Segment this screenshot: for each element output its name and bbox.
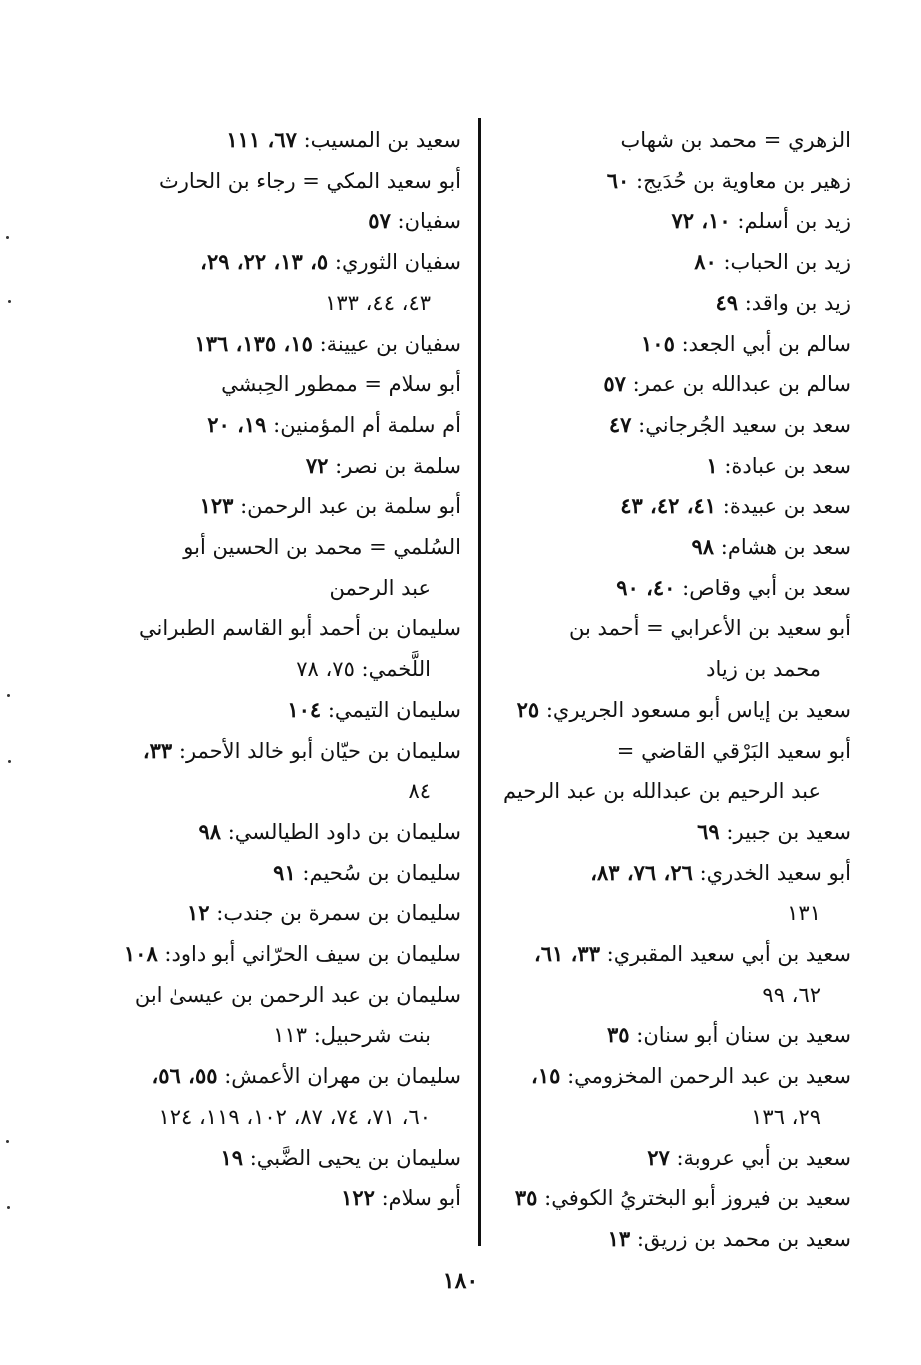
index-entry: [101, 120, 461, 161]
entry-pages: ٨٠: [694, 249, 717, 275]
entry-name: أبو سلمة بن عبد الرحمن:: [240, 494, 461, 519]
entry-name: أبو سعيد الخدري:: [699, 860, 851, 885]
entry-name: أبو سلام = ممطور الحِبشي: [221, 372, 461, 397]
entry-pages: ٦٠: [606, 167, 630, 193]
entry-pages: ١٥،: [531, 1063, 561, 1089]
entry-name: سليمان بن يحيى الضَّبي:: [249, 1145, 461, 1170]
index-entry: [491, 812, 851, 853]
index-entry: [491, 1015, 851, 1056]
entry-name: سليمان بن حيّان أبو خالد الأحمر:: [178, 738, 461, 763]
scan-speck: [7, 1206, 10, 1209]
entry-pages: ١٩، ٢٠: [207, 411, 267, 437]
entry-name: الزهري = محمد بن شهاب: [620, 128, 851, 152]
entry-name: سعيد بن أبي سعيد المقبري:: [606, 942, 851, 967]
index-entry: [101, 731, 461, 812]
entry-name: سليمان بن أحمد أبو القاسم الطبراني: [139, 616, 461, 641]
index-entry: [491, 934, 851, 1015]
index-entry: [101, 405, 461, 446]
index-entry: [101, 1178, 461, 1219]
entry-name: سفيان الثوري:: [334, 250, 461, 275]
index-entry: [101, 324, 461, 365]
entry-pages: ٣٥: [607, 1022, 630, 1048]
entry-continuation: محمد بن زياد: [706, 657, 821, 682]
index-entry: [101, 1056, 461, 1137]
entry-pages: ١٣: [607, 1225, 631, 1251]
index-entry: [491, 120, 851, 161]
index-column-right: [491, 120, 851, 1260]
entry-continuation: ٦٢، ٩٩: [762, 982, 821, 1007]
entry-pages: ٣٥: [514, 1185, 538, 1211]
index-entry: [491, 486, 851, 527]
index-entry: [101, 364, 461, 405]
page-number: ١٨٠: [442, 1268, 479, 1294]
entry-pages: ١٢٢: [341, 1185, 375, 1211]
index-entry: [101, 812, 461, 853]
index-entry: [101, 527, 461, 608]
index-entry: [491, 201, 851, 242]
index-entry: [491, 446, 851, 487]
entry-name: السُلمي = محمد بن الحسين أبو: [183, 535, 461, 560]
entry-pages: ٥٥، ٥٦،: [151, 1063, 218, 1089]
index-entry: [491, 1056, 851, 1137]
entry-pages: ٢٦، ٧٦، ٨٣،: [590, 859, 693, 885]
entry-name: أبو سعيد البَرْقي القاضي =: [616, 738, 851, 763]
index-entry: [491, 608, 851, 689]
entry-name: سليمان بن سمرة بن جندب:: [216, 901, 461, 926]
index-entry: [491, 853, 851, 934]
entry-name: سليمان التيمي:: [327, 697, 461, 722]
entry-name: سلمة بن نصر:: [335, 453, 461, 478]
entry-pages: ١٠٨: [123, 941, 158, 967]
entry-name: أبو سعيد بن الأعرابي = أحمد بن: [568, 616, 851, 641]
entry-pages: ٦٧، ١١١: [226, 127, 297, 152]
entry-continuation: اللَّخمي: ٧٥، ٧٨: [296, 657, 431, 682]
index-entry: [491, 1219, 851, 1260]
entry-name: سالم بن أبي الجعد:: [681, 331, 851, 356]
entry-name: سعيد بن سنان أبو سنان:: [636, 1023, 851, 1048]
entry-name: زيد بن أسلم:: [737, 209, 851, 234]
entry-pages: ٩٨: [198, 818, 222, 844]
entry-pages: ٣٣، ٦١،: [533, 941, 600, 967]
entry-name: سالم بن عبدالله بن عمر:: [632, 372, 851, 397]
entry-name: سليمان بن داود الطيالسي:: [227, 819, 461, 844]
entry-name: سعيد بن أبي عروبة:: [676, 1145, 851, 1170]
entry-name: سعيد بن جبير:: [726, 819, 851, 844]
scan-speck: [6, 236, 9, 239]
entry-continuation: ١٣١: [787, 901, 821, 926]
scan-speck: [8, 300, 11, 303]
entry-pages: ٤٩: [715, 289, 738, 315]
index-entry: [491, 364, 851, 405]
index-entry: [491, 283, 851, 324]
index-entry: [101, 608, 461, 689]
entry-pages: ٥، ١٣، ٢٢، ٢٩،: [200, 249, 329, 275]
entry-continuation: ٢٩، ١٣٦: [751, 1104, 821, 1129]
entry-name: سعد بن عبيدة:: [722, 494, 851, 519]
entry-name: أم سلمة أم المؤمنين:: [273, 412, 461, 437]
entry-pages: ١٠٤: [287, 696, 322, 722]
index-entry: [101, 690, 461, 731]
entry-pages: ٤١، ٤٢، ٤٣: [620, 493, 717, 519]
entry-pages: ٥٧: [368, 208, 391, 234]
entry-name: سعد بن سعيد الجُرجاني:: [638, 412, 851, 437]
entry-name: أبو سعيد المكي = رجاء بن الحارث: [158, 168, 461, 193]
index-entry: [101, 893, 461, 934]
entry-pages: ٩١: [273, 859, 296, 885]
entry-name: سليمان بن سيف الحرّاني أبو داود:: [164, 942, 461, 967]
scan-speck: [6, 1140, 9, 1143]
entry-pages: ٤٧: [608, 411, 632, 437]
entry-pages: ١٠، ٧٢: [671, 208, 731, 234]
index-entry: [491, 161, 851, 202]
entry-name: سعد بن عبادة:: [724, 453, 851, 478]
entry-name: زهير بن معاوية بن حُدَيج:: [635, 168, 851, 193]
entry-name: سعيد بن إياس أبو مسعود الجريري:: [545, 697, 851, 722]
index-entry: [491, 405, 851, 446]
index-entry: [491, 690, 851, 731]
entry-pages: ١٠٥: [641, 330, 675, 356]
entry-pages: ١٥، ١٣٥، ١٣٦: [194, 330, 313, 356]
entry-pages: ٢٥: [516, 696, 540, 722]
entry-name: سعيد بن عبد الرحمن المخزومي:: [567, 1064, 851, 1089]
entry-continuation: عبد الرحيم بن عبدالله بن عبد الرحيم: [502, 779, 821, 804]
entry-continuation: عبد الرحمن: [329, 575, 431, 600]
column-divider: [478, 118, 481, 1246]
index-entry: [491, 731, 851, 812]
entry-pages: ٣٣،: [142, 737, 173, 763]
entry-pages: ٥٧: [603, 371, 626, 397]
entry-name: زيد بن الحباب:: [723, 250, 851, 275]
entry-name: سليمان بن عبد الرحمن بن عيسىٰ ابن: [134, 982, 461, 1007]
entry-name: سعيد بن محمد بن زريق:: [636, 1226, 851, 1251]
index-column-left: [101, 120, 461, 1219]
entry-pages: ١٢٣: [199, 493, 234, 519]
entry-pages: ٩٨: [691, 534, 715, 560]
index-entry: [491, 1178, 851, 1219]
entry-continuation: بنت شرحبيل: ١١٣: [273, 1023, 431, 1048]
index-entry: [101, 975, 461, 1056]
index-entry: [101, 853, 461, 894]
entry-pages: ١: [706, 452, 718, 478]
index-entry: [101, 201, 461, 242]
entry-name: أبو سلام:: [381, 1186, 461, 1211]
index-entry: [101, 934, 461, 975]
entry-name: سفيان:: [397, 209, 461, 234]
entry-name: سعد بن هشام:: [720, 535, 851, 560]
index-entry: [491, 324, 851, 365]
index-entry: [491, 568, 851, 609]
entry-name: زيد بن واقد:: [744, 290, 851, 315]
scan-speck: [8, 760, 11, 763]
entry-pages: ١٢: [187, 900, 210, 926]
entry-pages: ٧٢: [305, 452, 329, 478]
index-entry: [101, 446, 461, 487]
entry-name: سفيان بن عيينة:: [319, 331, 461, 356]
entry-pages: ١٩: [220, 1144, 243, 1170]
index-entry: [491, 527, 851, 568]
index-entry: [101, 242, 461, 323]
entry-continuation: ٤٣، ٤٤، ١٣٣: [325, 290, 431, 315]
scan-speck: [7, 694, 10, 697]
entry-pages: ٤٠، ٩٠: [616, 574, 676, 600]
entry-name: سليمان بن سُحيم:: [302, 860, 461, 885]
index-entry: [101, 486, 461, 527]
entry-continuation: ٦٠، ٧١، ٧٤، ٨٧، ١٠٢، ١١٩، ١٢٤: [158, 1104, 431, 1129]
entry-continuation: ٨٤: [408, 779, 431, 804]
entry-pages: ٢٧: [647, 1144, 670, 1170]
index-entry: [101, 1138, 461, 1179]
index-entry: [101, 161, 461, 202]
entry-name: سعيد بن فيروز أبو البختريُ الكوفي:: [544, 1186, 851, 1211]
entry-name: سعد بن أبي وقاص:: [682, 575, 851, 600]
entry-name: سعيد بن المسيب:: [303, 128, 461, 152]
index-entry: [491, 1138, 851, 1179]
index-entry: [491, 242, 851, 283]
entry-name: سليمان بن مهران الأعمش:: [224, 1064, 461, 1089]
entry-pages: ٦٩: [697, 818, 720, 844]
